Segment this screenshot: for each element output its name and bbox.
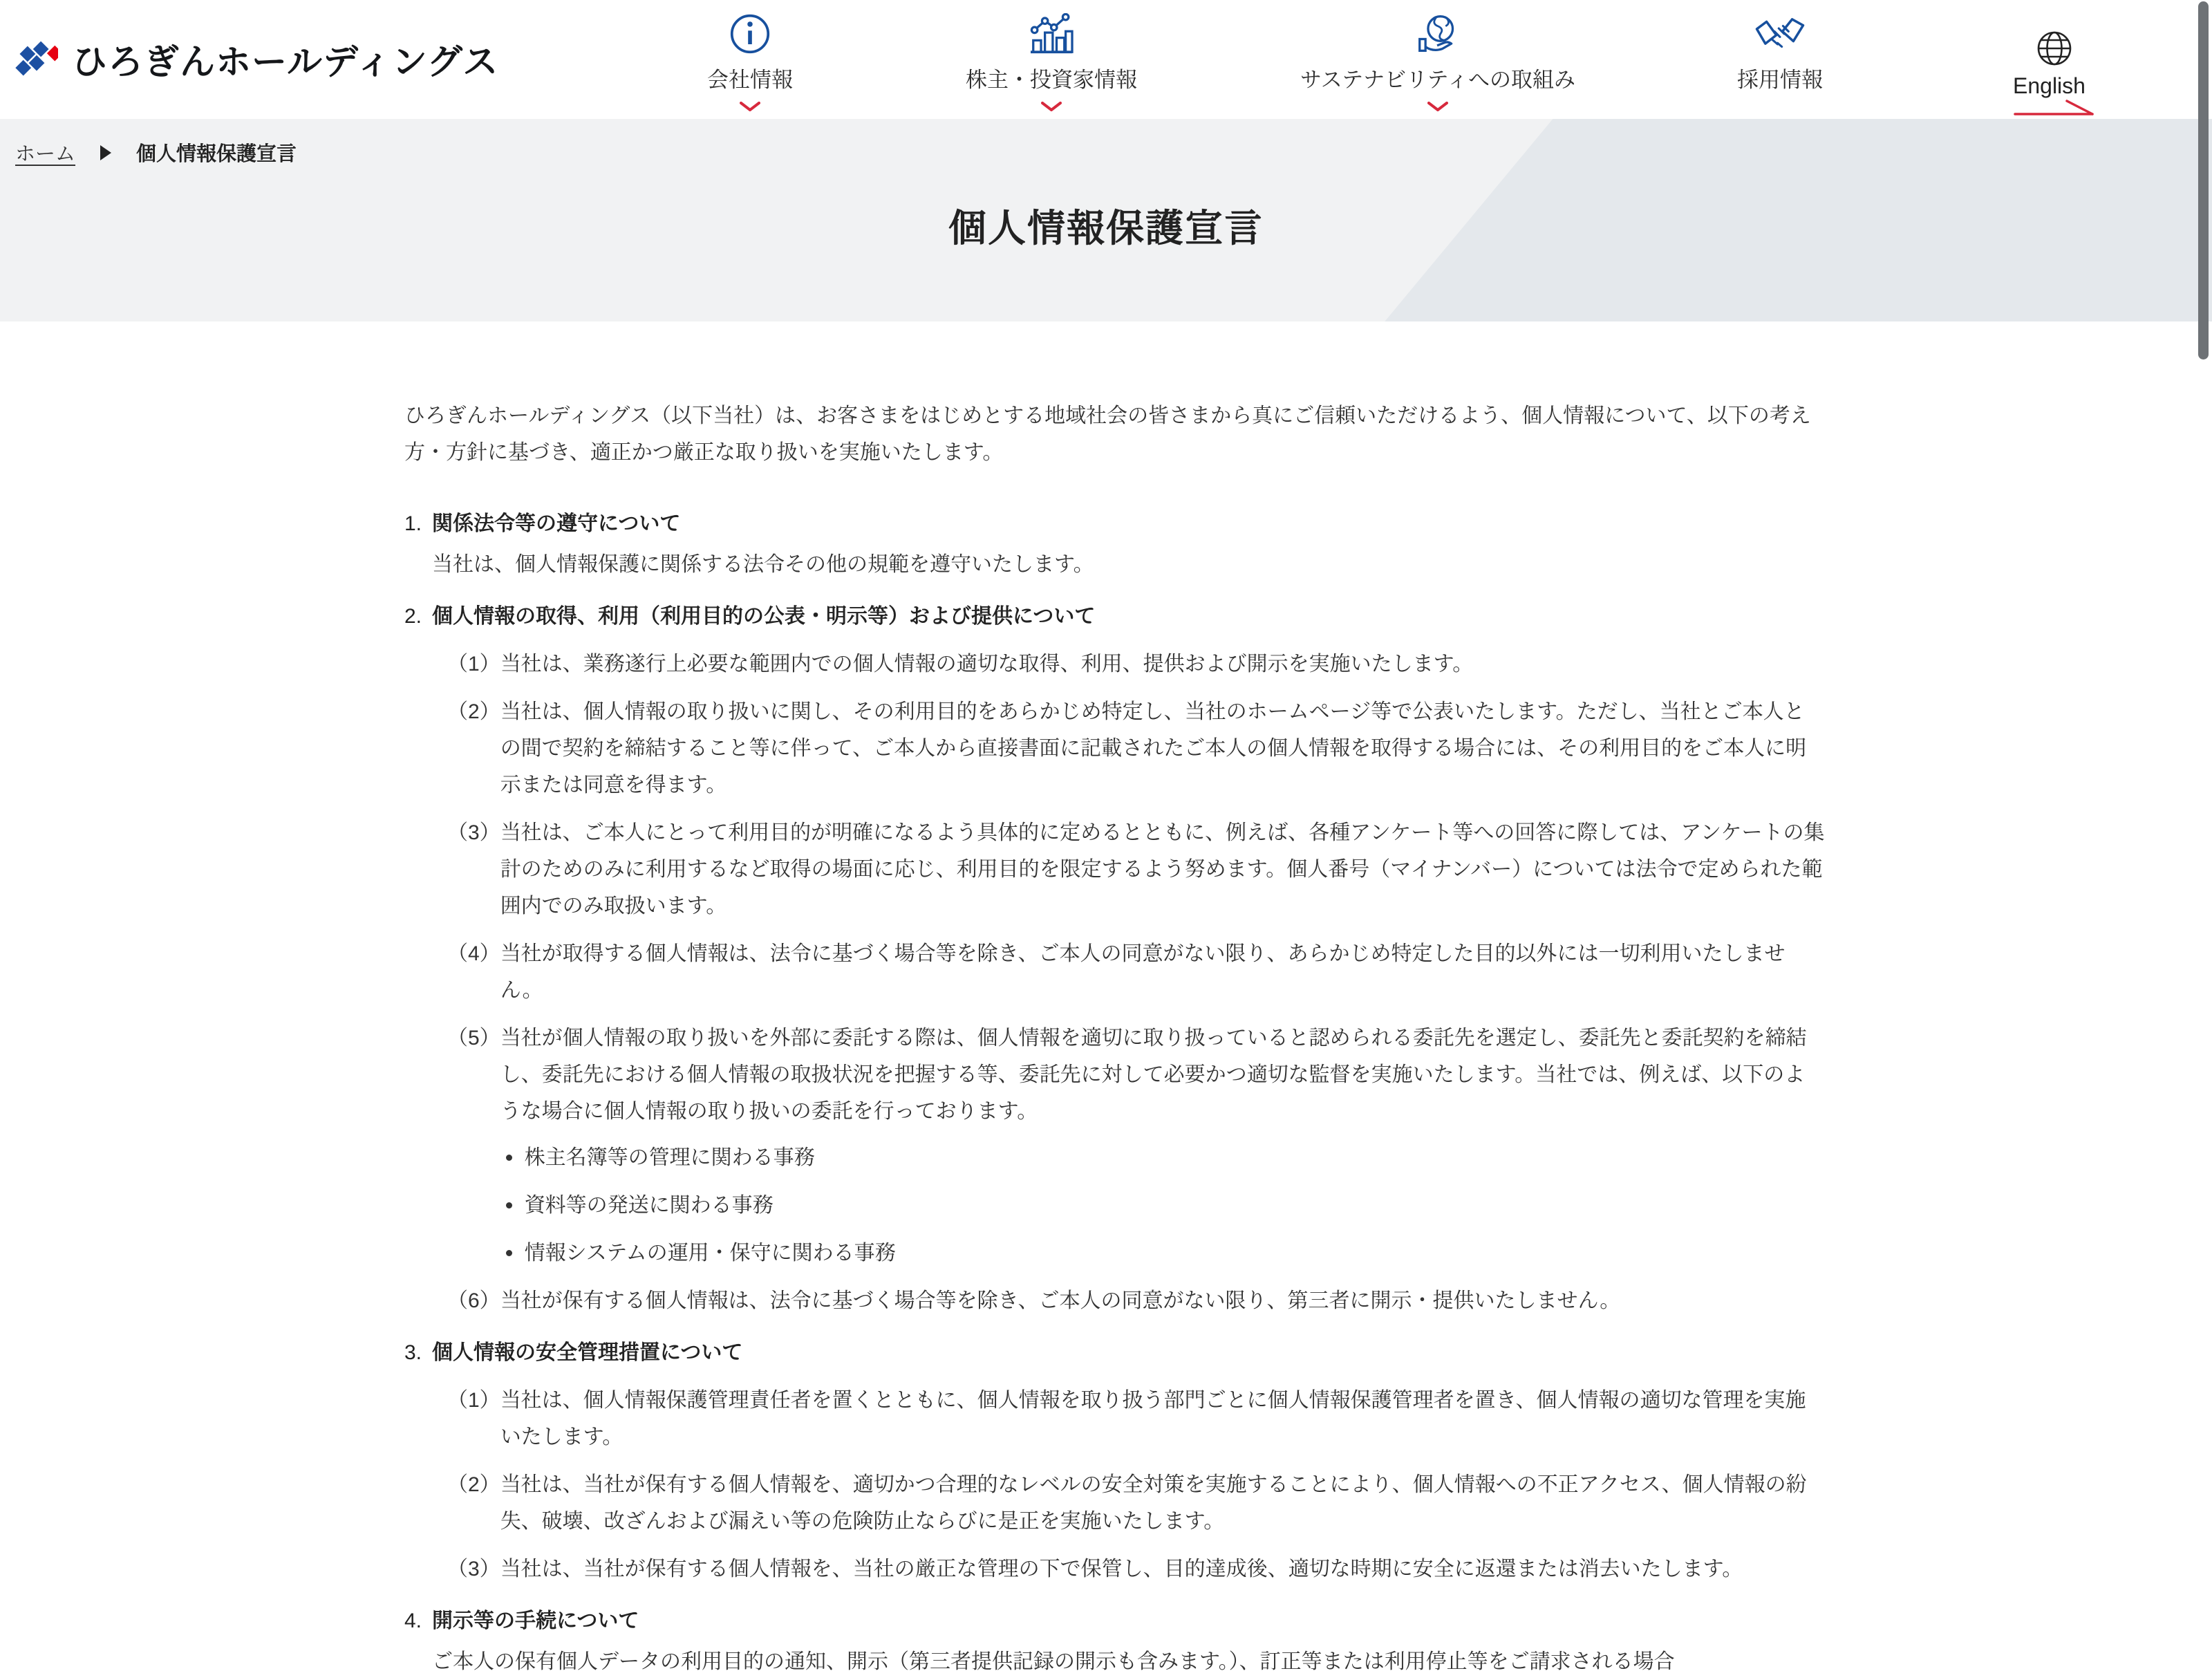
bar-chart-icon [1029, 12, 1074, 55]
item-number: （1） [447, 1389, 500, 1412]
item-number: （1） [447, 653, 500, 675]
chevron-down-icon [1427, 102, 1448, 113]
list-item [447, 1466, 1825, 1540]
globe-icon [2036, 30, 2072, 66]
item-number: （6） [447, 1289, 500, 1312]
bullet-dot-icon [506, 1250, 512, 1256]
bullet-dot-icon [506, 1202, 512, 1208]
item-number: （4） [447, 942, 500, 965]
nav-label: 採用情報 [1737, 68, 1823, 92]
list-item [447, 1551, 1825, 1587]
item-text: 当社は、ご本人にとって利用目的が明確になるよう具体的に定めるとともに、例えば、各種アンケート等への回答に際しては、アンケートの集計のためのみに利用するなど取得の場面に応じ、利用目的を限定するよう努めます。個人番号（マイナンバー）については法令で定められた範囲内でのみ取扱います。 [500, 821, 1825, 917]
section-title: 個人情報の取得、利用（利用目的の公表・明示等）および提供について [432, 605, 1096, 628]
red-underline-arrow-icon [2013, 99, 2096, 117]
logo-text: ひろぎんホールディングス [72, 42, 499, 82]
section-number: 4. [404, 1609, 422, 1632]
breadcrumb [15, 138, 297, 167]
scrollbar-thumb[interactable] [2198, 1, 2209, 360]
list-item [447, 935, 1825, 1009]
item-text: 当社は、業務遂行上必要な範囲内での個人情報の適切な取得、利用、提供および開示を実施いたします。 [500, 653, 1474, 675]
main-content [0, 321, 2212, 1680]
item-number: （3） [447, 821, 500, 844]
section-1 [404, 505, 1825, 583]
item-text: 当社は、当社が保有する個人情報を、当社の厳正な管理の下で保管し、目的達成後、適切な時期に安全に返還または消去いたします。 [500, 1558, 1743, 1580]
chevron-down-icon [740, 102, 760, 113]
section-2 [404, 598, 1825, 1319]
item-number: （2） [447, 700, 500, 723]
nav-item-english[interactable] [2013, 30, 2096, 117]
nav-item-investor-info[interactable] [966, 12, 1137, 113]
item-text: 当社は、個人情報保護管理責任者を置くとともに、個人情報を取り扱う部門ごとに個人情報保護管理者を置き、個人情報の適切な管理を実施いたします。 [500, 1389, 1806, 1448]
section-title: 個人情報の安全管理措置について [432, 1341, 743, 1364]
intro-paragraph: ひろぎんホールディングス（以下当社）は、お客さまをはじめとする地域社会の皆さまから真にご信頼いただけるよう、個人情報について、以下の考え方・方針に基づき、適正かつ厳正な取り扱いを実施いたします。 [404, 404, 1811, 464]
nav-item-sustainability[interactable] [1300, 12, 1575, 113]
section-title: 開示等の手続について [432, 1609, 639, 1632]
list-item [447, 814, 1825, 924]
section-body: 当社は、個人情報保護に関係する法令その他の規範を遵守いたします。 [432, 553, 1094, 576]
section-4 [404, 1603, 1825, 1680]
item-text: 当社は、当社が保有する個人情報を、適切かつ合理的なレベルの安全対策を実施することにより、個人情報への不正アクセス、個人情報の紛失、破壊、改ざんおよび漏えい等の危険防止ならびに是正を実施いたします。 [500, 1473, 1807, 1533]
nav-label: 株主・投資家情報 [966, 68, 1137, 92]
bullet-item [506, 1187, 1825, 1224]
nav-item-company-info[interactable] [707, 12, 793, 113]
logo-mark-icon [15, 34, 58, 84]
logo[interactable] [15, 33, 498, 84]
list-item [447, 1282, 1825, 1319]
site-header [0, 0, 2212, 119]
hero-band [0, 119, 2212, 321]
bullet-item [506, 1235, 1825, 1271]
bullet-text: 情報システムの運用・保守に関わる事務 [524, 1242, 896, 1264]
item-text: 当社が取得する個人情報は、法令に基づく場合等を除き、ご本人の同意がない限り、あらかじめ特定した目的以外には一切利用いたしません。 [500, 942, 1785, 1002]
bullet-text: 資料等の発送に関わる事務 [524, 1194, 774, 1217]
section-number: 3. [404, 1341, 422, 1364]
item-text: 当社が個人情報の取り扱いを外部に委託する際は、個人情報を適切に取り扱っていると認められる委託先を選定し、委託先と委託契約を締結し、委託先における個人情報の取扱状況を把握する等、委託先に対して必要かつ適切な監督を実施いたします。当社では、例えば、以下のような場合に個人情報の取り扱いの委託を行っております。 [500, 1027, 1807, 1123]
chevron-down-icon [1041, 102, 1062, 113]
globe-hand-icon [1416, 12, 1459, 55]
bullet-text: 株主名簿等の管理に関わる事務 [524, 1146, 815, 1169]
handshake-icon [1754, 12, 1806, 55]
item-text: 当社は、個人情報の取り扱いに関し、その利用目的をあらかじめ特定し、当社のホームページ等で公表いたします。ただし、当社とご本人との間で契約を締結すること等に伴って、ご本人から直接書面に記載されたご本人の個人情報を取得する場合には、その利用目的をご本人に明示または同意を得ます。 [500, 700, 1807, 796]
item-text: 当社が保有する個人情報は、法令に基づく場合等を除き、ご本人の同意がない限り、第三者に開示・提供いたしません。 [500, 1289, 1621, 1312]
info-icon [729, 12, 771, 55]
list-item [447, 646, 1825, 682]
section-title: 関係法令等の遵守について [432, 512, 681, 535]
nav-label: 会社情報 [707, 68, 793, 92]
nav-item-recruit[interactable] [1737, 12, 1823, 93]
list-item [447, 1020, 1825, 1271]
section-body: ご本人の保有個人データの利用目的の通知、開示（第三者提供記録の開示も含みます。）、訂正等または利用停止等をご請求される場合 [432, 1650, 1675, 1673]
nav-label: English [2013, 73, 2086, 98]
item-number: （2） [447, 1473, 500, 1496]
section-3 [404, 1334, 1825, 1587]
nav-label: サステナビリティへの取組み [1300, 68, 1576, 92]
breadcrumb-separator-icon [100, 145, 111, 160]
bullet-item [506, 1139, 1825, 1176]
item-number: （3） [447, 1558, 500, 1580]
section-number: 2. [404, 605, 422, 628]
list-item [447, 1382, 1825, 1455]
breadcrumb-home-link[interactable]: ホーム [15, 143, 76, 165]
list-item [447, 693, 1825, 803]
item-number: （5） [447, 1027, 500, 1049]
bullet-list [506, 1139, 1825, 1271]
breadcrumb-current: 個人情報保護宣言 [136, 143, 297, 165]
page-title: 個人情報保護宣言 [948, 207, 1264, 250]
section-number: 1. [404, 512, 422, 535]
bullet-dot-icon [506, 1155, 512, 1161]
